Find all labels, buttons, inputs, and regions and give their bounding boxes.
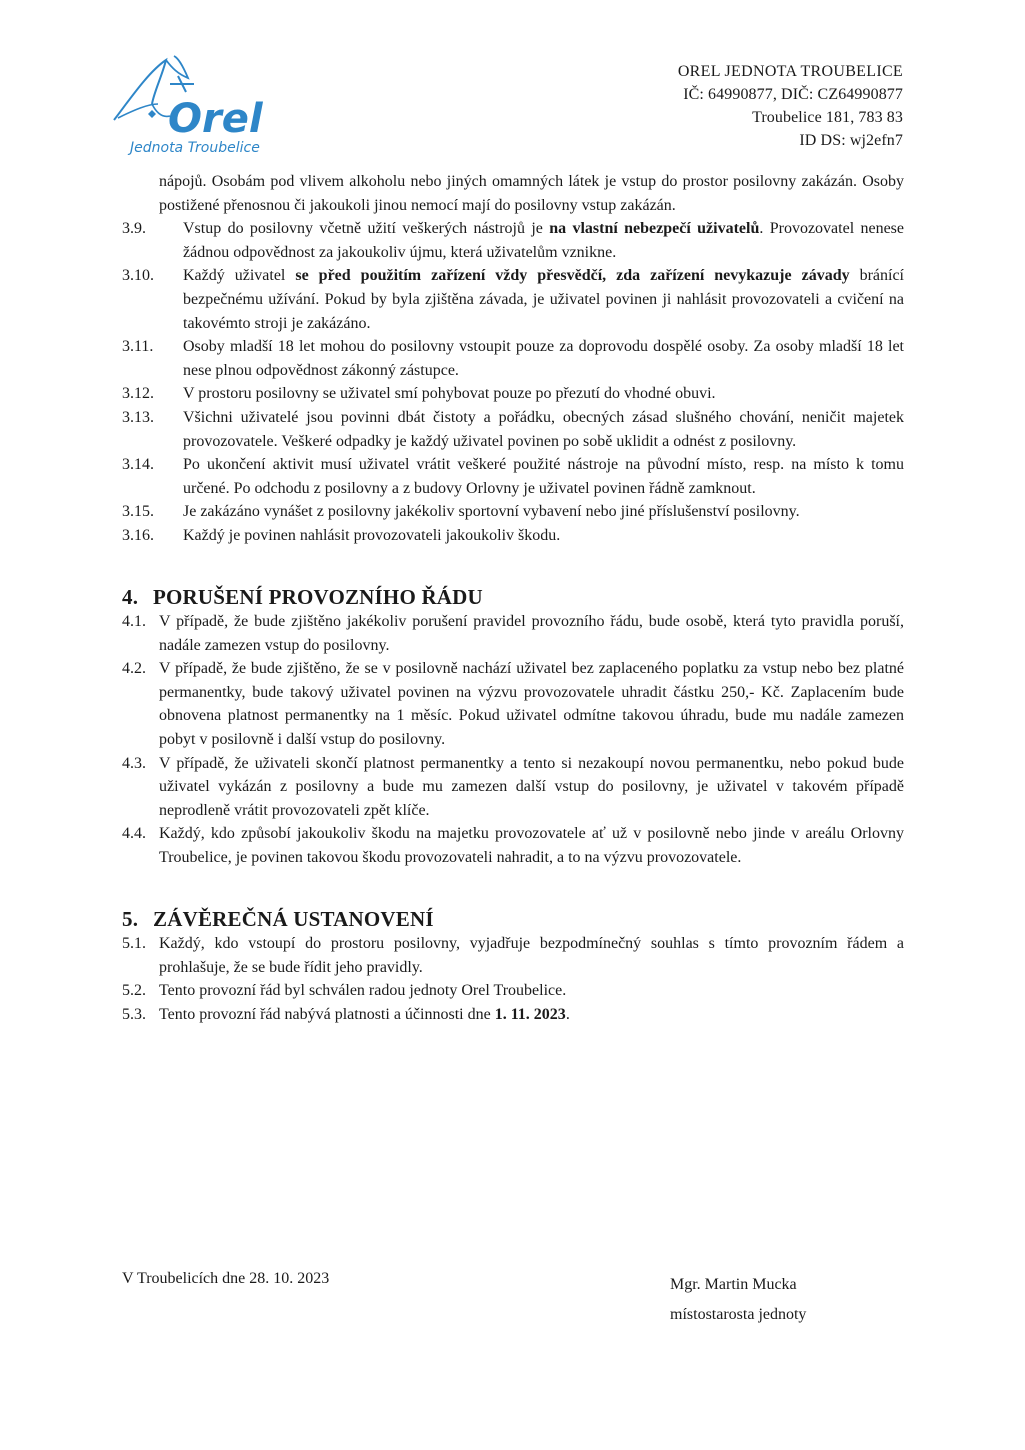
org-data-box: ID DS: wj2efn7 — [799, 132, 903, 149]
section-4-rules — [122, 610, 904, 870]
rule-item — [122, 932, 904, 979]
rule-item — [122, 335, 904, 382]
rule-text-pre: V prostoru posilovny se uživatel smí pohybovat pouze po přezutí do vhodné obuvi. — [183, 385, 716, 403]
section-5-title: ZÁVĚREČNÁ USTANOVENÍ — [153, 906, 434, 931]
logo-subtitle: Jednota Troubelice — [130, 140, 260, 156]
rule-text — [159, 932, 904, 979]
rule-text-bold: na vlastní nebezpečí uživatelů — [549, 220, 760, 238]
rule-text-pre: V případě, že uživateli skončí platnost permanentky a tento si nezakoupí novou permanentku, nebo pokud bude uživatel vykázán z posilovny a bude mu zamezen další vstup do posilovny, je uživatel v takovém případě neprodleně vrátit provozovateli zpět klíče. — [159, 754, 904, 819]
rule-text-pre: Vstup do posilovny včetně užití veškerých nástrojů je — [183, 220, 550, 238]
rule-item — [122, 524, 904, 548]
signatory — [670, 1270, 806, 1330]
rule-item — [122, 453, 904, 500]
orel-logo-graphic — [108, 52, 298, 162]
org-address: Troubelice 181, 783 83 — [752, 109, 903, 126]
rule-number: 5.3. — [122, 1006, 146, 1023]
rule-item — [122, 752, 904, 823]
rule-text-bold: 1. 11. 2023 — [494, 1006, 566, 1023]
logo-word: Orel — [168, 96, 263, 142]
rule-text — [159, 657, 904, 751]
rule-item — [122, 217, 904, 264]
rule-number: 3.10. — [122, 267, 154, 285]
rule-number: 3.15. — [122, 503, 154, 521]
rule-text — [159, 822, 904, 869]
rule-text-post: . — [565, 1006, 570, 1023]
place-date: V Troubelicích dne 28. 10. 2023 — [122, 1270, 330, 1287]
rule-text — [159, 979, 904, 1003]
section-3-rules — [122, 217, 904, 547]
rule-number: 3.11. — [122, 338, 154, 356]
rule-text-pre: Tento provozní řád byl schválen radou jednoty Orel Troubelice. — [159, 982, 567, 1000]
rule-number: 5.1. — [122, 935, 146, 953]
rule-number: 3.13. — [122, 408, 154, 426]
rule-item — [122, 264, 904, 335]
section-5-rules — [122, 932, 904, 1026]
rule-text — [183, 335, 904, 382]
rule-text-post: . Provozovatel nenese žádnou odpovědnost za jakoukoliv újmu, která uživatelům vznikne. — [183, 220, 905, 261]
document-body — [122, 170, 904, 1027]
rule-text — [159, 1003, 904, 1027]
rule-text — [183, 264, 904, 335]
rule-number: 4.4. — [122, 825, 146, 843]
section-4-heading — [122, 586, 904, 610]
rule-text-pre: Každý, kdo vstoupí do prostoru posilovny, vyjadřuje bezpodmínečný souhlas s tímto provozním řádem a prohlašuje, že se bude řídit jeho pravidly. — [159, 935, 904, 976]
org-ids: IČ: 64990877, DIČ: CZ64990877 — [683, 86, 903, 103]
rule-text-pre: Po ukončení aktivit musí uživatel vrátit veškeré použité nástroje na původní místo, resp. na místo k tomu určené. Po odchodu z posilovny a z budovy Orlovny je uživatel povinen řádně zamknout. — [183, 456, 904, 497]
section-5-heading — [122, 908, 904, 932]
section-4-number: 4. — [122, 584, 139, 609]
rule-text-pre: Každý uživatel — [183, 267, 296, 285]
section-5-number: 5. — [122, 906, 139, 931]
org-name: OREL JEDNOTA TROUBELICE — [677, 63, 903, 80]
rule-text-pre: V případě, že bude zjištěno, že se v posilovně nachází uživatel bez zaplaceného poplatku za vstup nebo bez platné permanentky, bude takový uživatel povinen na výzvu provozovatele uhradit částku 250,- Kč. Zaplacením bude obnovena platnost permanentky na 1 měsíc. Pokud uživatel odmítne takovou úhradu, bude mu nadále zamezen pobyt v posilovně i další vstup do posilovny. — [159, 660, 904, 749]
rule-text-bold: se před použitím zařízení vždy přesvědčí, zda zařízení nevykazuje závady — [295, 267, 850, 285]
rule-item — [122, 610, 904, 657]
rule-number: 4.2. — [122, 660, 146, 678]
rule-text-post: bránící bezpečnému užívání. Pokud by byla zjištěna závada, je uživatel povinen ji nahlásit provozovateli a cvičení na takovémto stroji je zakázáno. — [183, 267, 904, 332]
rule-number: 3.9. — [122, 220, 146, 238]
rule-text-pre: V případě, že bude zjištěno jakékoliv porušení pravidel provozního řádu, bude osobě, která tyto pravidla poruší, nadále zamezen vstup do posilovny. — [159, 613, 904, 654]
rule-text — [183, 524, 904, 548]
rule-text — [183, 217, 904, 264]
rule-number: 3.14. — [122, 456, 154, 474]
rule-text — [159, 752, 904, 823]
section-4-title: PORUŠENÍ PROVOZNÍHO ŘÁDU — [153, 584, 483, 609]
rule-text — [183, 500, 904, 524]
rule-item — [122, 1003, 904, 1027]
rule-text-pre: Je zakázáno vynášet z posilovny jakékoliv sportovní vybavení nebo jiné příslušenství posilovny. — [183, 503, 800, 521]
rule-item — [122, 657, 904, 751]
rule-text-pre: Každý, kdo způsobí jakoukoliv škodu na majetku provozovatele ať už v posilovně nebo jinde v areálu Orlovny Troubelice, je povinen takovou škodu provozovateli nahradit, a to na výzvu provozovatele. — [159, 825, 904, 867]
rule-number: 4.3. — [122, 754, 146, 772]
rule-item — [122, 500, 904, 524]
rule-text — [183, 406, 904, 453]
rule-text-pre: Každý je povinen nahlásit provozovateli jakoukoliv škodu. — [183, 526, 561, 544]
rule-number: 4.1. — [122, 613, 146, 631]
signatory-role: místostarosta jednoty — [670, 1306, 807, 1323]
rule-number: 3.16. — [122, 526, 154, 544]
rule-item — [122, 382, 904, 406]
organization-header — [678, 60, 903, 152]
rule-text-pre: Osoby mladší 18 let mohou do posilovny vstoupit pouze za doprovodu dospělé osoby. Za osoby mladší 18 let nese plnou odpovědnost zákonný zástupce. — [183, 338, 904, 379]
rule-text — [183, 382, 904, 406]
rule-text-pre: Všichni uživatelé jsou povinni dbát čistoty a pořádku, obecných zásad slušného chování, neničit majetek provozovatele. Veškeré odpadky je každý uživatel povinen po sobě uklidit a odnést z posilovny. — [183, 408, 904, 450]
rule-text — [159, 610, 904, 657]
intro-paragraph: nápojů. Osobám pod vlivem alkoholu nebo jiných omamných látek je vstup do prostor posilovny zakázán. Osoby postižené přenosnou či jakoukoli jinou nemocí mají do posilovny vstup zakázán. — [159, 173, 904, 214]
rule-number: 3.12. — [122, 385, 154, 403]
rule-item — [122, 979, 904, 1003]
orel-logo — [108, 52, 298, 162]
rule-item — [122, 822, 904, 869]
signatory-name: Mgr. Martin Mucka — [670, 1276, 797, 1293]
rule-number: 5.2. — [122, 982, 146, 1000]
rule-text-pre: Tento provozní řád nabývá platnosti a účinnosti dne — [159, 1006, 495, 1023]
rule-text — [183, 453, 904, 500]
rule-item — [122, 406, 904, 453]
